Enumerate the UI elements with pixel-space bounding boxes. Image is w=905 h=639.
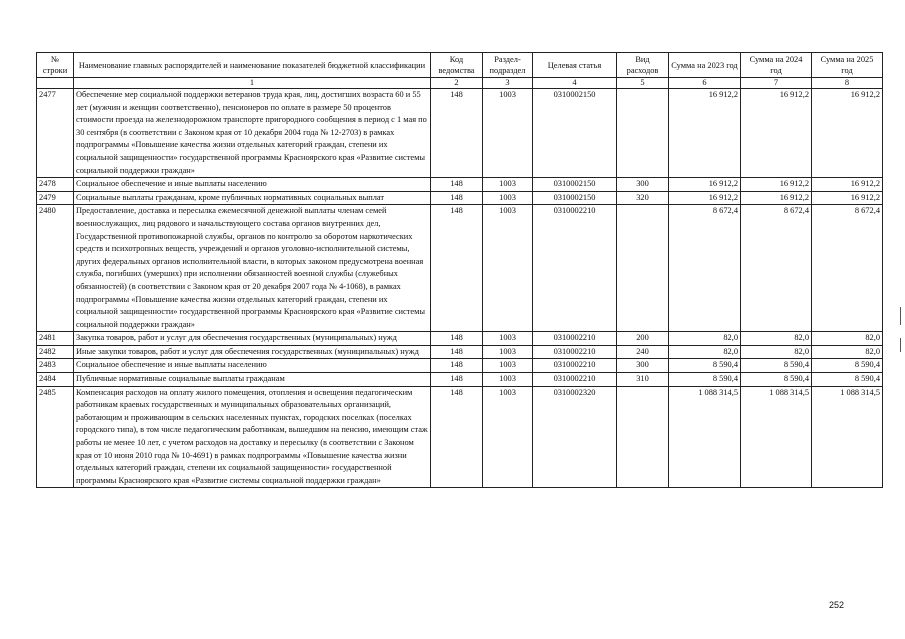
- column-number: 4: [533, 78, 617, 89]
- sum-2025-cell: 16 912,2: [812, 178, 883, 192]
- row-number-cell: 2484: [37, 373, 74, 387]
- department-code-cell: 148: [431, 205, 483, 332]
- table-row: [37, 178, 883, 192]
- row-name-cell: Социальное обеспечение и иные выплаты населению: [74, 359, 431, 373]
- header-name: Наименование главных распорядителей и наименование показателей бюджетной классификации: [74, 53, 431, 78]
- table-row: [37, 345, 883, 359]
- row-number-cell: 2480: [37, 205, 74, 332]
- header-target-article: Целевая статья: [533, 53, 617, 78]
- expense-type-cell: 300: [617, 178, 669, 192]
- row-number-cell: 2478: [37, 178, 74, 192]
- row-number-cell: 2479: [37, 191, 74, 205]
- table-row: [37, 373, 883, 387]
- target-article-cell: 0310002150: [533, 89, 617, 178]
- row-name-cell: Предоставление, доставка и пересылка ежемесячной денежной выплаты членам семей военнослужащих, лиц рядового и начальствующего состава органов внутренних дел, Государственной противопожарной службы, органов по контролю за оборотом наркотических средств и психотропных веществ, учреждений и органов уголовно-исполнительной системы, других федеральных органов исполнительной власти, в которых законом предусмотрена военная служба, погибших (умерших) при исполнении обязанностей военной службы (служебных обязанностей) (в соответствии с Законом края от 20 декабря 2007 года № 4-1068), в рамках подпрограммы «Повышение качества жизни отдельных категорий граждан, степени их социальной защищенности» государственной программы Красноярского края «Развитие системы социальной поддержки граждан»: [74, 205, 431, 332]
- sum-2023-cell: 16 912,2: [669, 178, 741, 192]
- sum-2025-cell: 8 590,4: [812, 359, 883, 373]
- page-number: 252: [829, 600, 845, 610]
- column-number: [37, 78, 74, 89]
- table-row: [37, 89, 883, 178]
- department-code-cell: 148: [431, 332, 483, 346]
- scan-edge-mark: [900, 338, 901, 352]
- section-cell: 1003: [483, 359, 533, 373]
- budget-table: [36, 52, 883, 488]
- department-code-cell: 148: [431, 178, 483, 192]
- row-name-cell: Закупка товаров, работ и услуг для обеспечения государственных (муниципальных) нужд: [74, 332, 431, 346]
- department-code-cell: 148: [431, 359, 483, 373]
- header-section: Раздел-подраздел: [483, 53, 533, 78]
- section-cell: 1003: [483, 386, 533, 488]
- sum-2023-cell: 8 672,4: [669, 205, 741, 332]
- header-department-code: Код ведомства: [431, 53, 483, 78]
- section-cell: 1003: [483, 345, 533, 359]
- row-number-cell: 2477: [37, 89, 74, 178]
- expense-type-cell: [617, 205, 669, 332]
- row-name-cell: Публичные нормативные социальные выплаты гражданам: [74, 373, 431, 387]
- section-cell: 1003: [483, 178, 533, 192]
- row-number-cell: 2483: [37, 359, 74, 373]
- column-number: 3: [483, 78, 533, 89]
- expense-type-cell: 240: [617, 345, 669, 359]
- sum-2023-cell: 8 590,4: [669, 359, 741, 373]
- target-article-cell: 0310002210: [533, 359, 617, 373]
- section-cell: 1003: [483, 191, 533, 205]
- sum-2024-cell: 1 088 314,5: [741, 386, 812, 488]
- sum-2025-cell: 8 590,4: [812, 373, 883, 387]
- row-number-cell: 2482: [37, 345, 74, 359]
- column-number-row: [37, 78, 883, 89]
- sum-2025-cell: 82,0: [812, 332, 883, 346]
- row-number-cell: 2485: [37, 386, 74, 488]
- department-code-cell: 148: [431, 373, 483, 387]
- table-row: [37, 205, 883, 332]
- table-row: [37, 386, 883, 488]
- sum-2023-cell: 8 590,4: [669, 373, 741, 387]
- expense-type-cell: 310: [617, 373, 669, 387]
- sum-2024-cell: 82,0: [741, 332, 812, 346]
- row-name-cell: Обеспечение мер социальной поддержки ветеранов труда края, лиц, достигших возраста 60 и 55 лет (мужчин и женщин соответственно), пенсионеров по оплате в размере 50 процентов стоимости проезда на железнодорожном транспорте пригородного сообщения в период с 1 мая по 30 сентября (в соответствии с Законом края от 10 декабря 2004 года № 12-2703) в рамках подпрограммы «Повышение качества жизни отдельных категорий граждан, степени их социальной защищенности» государственной программы Красноярского края «Развитие системы социальной поддержки граждан»: [74, 89, 431, 178]
- target-article-cell: 0310002210: [533, 373, 617, 387]
- row-name-cell: Компенсация расходов на оплату жилого помещения, отопления и освещения педагогическим работникам краевых государственных и муниципальных образовательных организаций, работающим и проживающим в сельских населенных пунктах, городских поселках (поселках городского типа), в том числе педагогическим работникам, вышедшим на пенсию, имеющим стаж работы не менее 10 лет, с учетом расходов на доставку и пересылку (в соответствии с Законом края от 10 июня 2010 года № 10-4691) в рамках подпрограммы «Повышение качества жизни отдельных категорий граждан, степени их социальной защищенности» государственной программы Красноярского края «Развитие системы социальной поддержки граждан»: [74, 386, 431, 488]
- sum-2023-cell: 1 088 314,5: [669, 386, 741, 488]
- expense-type-cell: 200: [617, 332, 669, 346]
- header-sum-2024: Сумма на 2024 год: [741, 53, 812, 78]
- sum-2025-cell: 82,0: [812, 345, 883, 359]
- sum-2024-cell: 8 590,4: [741, 359, 812, 373]
- sum-2024-cell: 82,0: [741, 345, 812, 359]
- section-cell: 1003: [483, 205, 533, 332]
- target-article-cell: 0310002320: [533, 386, 617, 488]
- row-number-cell: 2481: [37, 332, 74, 346]
- sum-2024-cell: 16 912,2: [741, 191, 812, 205]
- sum-2023-cell: 16 912,2: [669, 89, 741, 178]
- header-expense-type: Вид расходов: [617, 53, 669, 78]
- sum-2025-cell: 16 912,2: [812, 89, 883, 178]
- expense-type-cell: [617, 89, 669, 178]
- table-row: [37, 191, 883, 205]
- section-cell: 1003: [483, 373, 533, 387]
- row-name-cell: Социальное обеспечение и иные выплаты населению: [74, 178, 431, 192]
- sum-2024-cell: 16 912,2: [741, 89, 812, 178]
- sum-2023-cell: 82,0: [669, 345, 741, 359]
- sum-2025-cell: 16 912,2: [812, 191, 883, 205]
- sum-2025-cell: 1 088 314,5: [812, 386, 883, 488]
- header-sum-2025: Сумма на 2025 год: [812, 53, 883, 78]
- target-article-cell: 0310002210: [533, 332, 617, 346]
- section-cell: 1003: [483, 332, 533, 346]
- target-article-cell: 0310002150: [533, 178, 617, 192]
- sum-2024-cell: 16 912,2: [741, 178, 812, 192]
- sum-2023-cell: 16 912,2: [669, 191, 741, 205]
- department-code-cell: 148: [431, 89, 483, 178]
- expense-type-cell: 320: [617, 191, 669, 205]
- target-article-cell: 0310002210: [533, 205, 617, 332]
- department-code-cell: 148: [431, 191, 483, 205]
- column-number: 8: [812, 78, 883, 89]
- target-article-cell: 0310002210: [533, 345, 617, 359]
- sum-2023-cell: 82,0: [669, 332, 741, 346]
- department-code-cell: 148: [431, 345, 483, 359]
- row-name-cell: Иные закупки товаров, работ и услуг для обеспечения государственных (муниципальных) нужд: [74, 345, 431, 359]
- department-code-cell: 148: [431, 386, 483, 488]
- target-article-cell: 0310002150: [533, 191, 617, 205]
- expense-type-cell: [617, 386, 669, 488]
- column-number: 2: [431, 78, 483, 89]
- table-row: [37, 332, 883, 346]
- sum-2025-cell: 8 672,4: [812, 205, 883, 332]
- table-header-row: [37, 53, 883, 78]
- row-name-cell: Социальные выплаты гражданам, кроме публичных нормативных социальных выплат: [74, 191, 431, 205]
- column-number: 6: [669, 78, 741, 89]
- header-row-number: № строки: [37, 53, 74, 78]
- sum-2024-cell: 8 590,4: [741, 373, 812, 387]
- expense-type-cell: 300: [617, 359, 669, 373]
- table-row: [37, 359, 883, 373]
- sum-2024-cell: 8 672,4: [741, 205, 812, 332]
- column-number: 1: [74, 78, 431, 89]
- section-cell: 1003: [483, 89, 533, 178]
- column-number: 7: [741, 78, 812, 89]
- column-number: 5: [617, 78, 669, 89]
- header-sum-2023: Сумма на 2023 год: [669, 53, 741, 78]
- scan-edge-mark: [900, 307, 901, 325]
